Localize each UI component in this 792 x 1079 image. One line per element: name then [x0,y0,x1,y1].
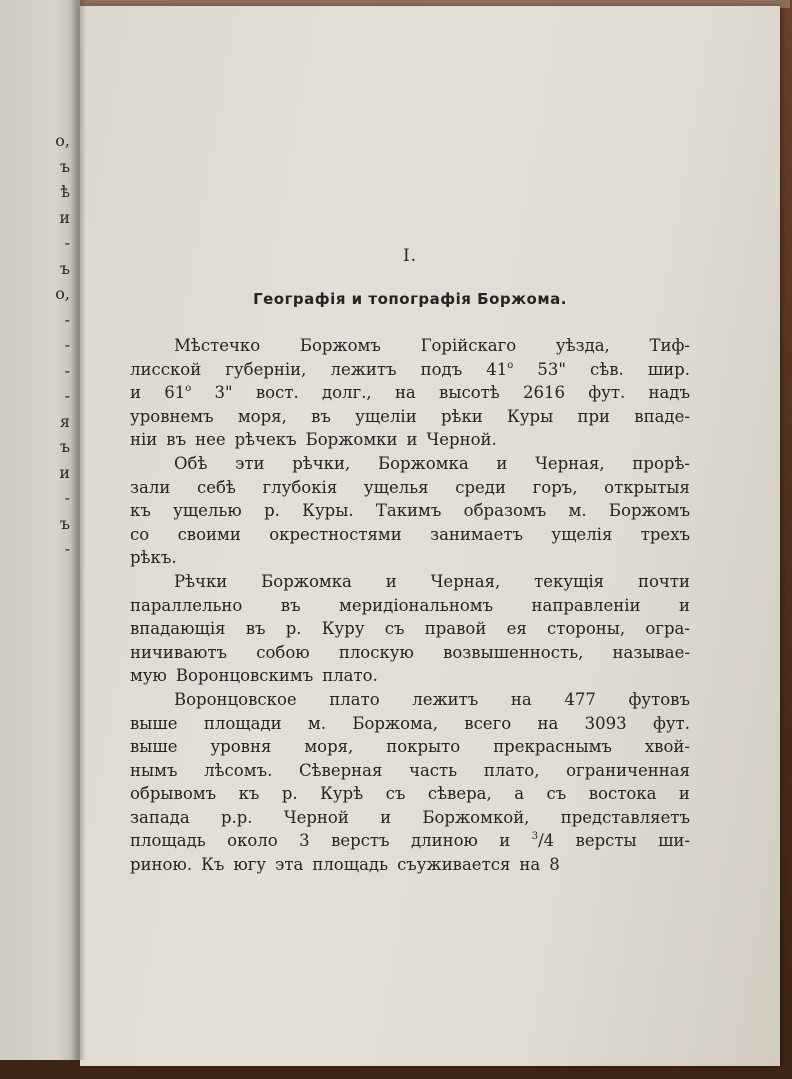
body-text [130,334,690,877]
edge-mark: - [64,309,70,329]
right-page [80,6,780,1066]
text-line: лисской губерніи, лежитъ подъ 41$^o$ 53" сѣв. шир. [130,359,690,379]
text-line: нымъ лѣсомъ. Сѣверная часть плато, ограниченная [130,760,690,780]
text-line: ничиваютъ собою плоскую возвышенность, называе- [130,642,690,662]
edge-mark: о, [55,284,70,303]
left-page-edge-text [40,128,70,562]
edge-mark: - [64,386,70,405]
text-line: площадь около 3 верстъ длиною и $^3$/4 версты ши- [130,831,690,851]
edge-mark: - [64,233,70,252]
edge-mark: - [64,539,70,558]
paragraph [130,688,690,877]
edge-mark: я [59,411,70,431]
edge-mark: - [64,488,70,507]
text-line: выше площади м. Боржома, всего на 3093 фут. [130,713,690,733]
edge-mark: ъ [59,156,70,176]
edge-mark: ъ [59,437,70,456]
text-line: Воронцовское плато лежитъ на 477 футовъ [174,689,690,709]
text-line: ніи въ нее рѣчекъ Боржомки и Черной. [130,430,497,450]
text-line: Обѣ эти рѣчки, Боржомка и Черная, прорѣ- [174,453,690,473]
text-line: рѣкъ. [130,548,177,568]
text-line: риною. Къ югу эта площадь съуживается на 8 [130,855,560,875]
edge-mark: ъ [59,258,70,278]
edge-mark: о, [55,131,70,150]
chapter-title: Географія и топографія Боржома. [253,290,567,308]
chapter-number: I. [402,246,418,266]
left-page [0,0,80,1060]
text-line: и 61$^o$ 3" вост. долг., на высотѣ 2616 фут. надъ [130,383,690,403]
edge-mark: и [59,462,70,482]
text-line: уровнемъ моря, въ ущеліи рѣки Куры при впаде- [130,406,690,426]
text-line: Мѣстечко Боржомъ Горійскаго уѣзда, Тиф- [174,336,690,355]
text-line: обрывомъ къ р. Курѣ съ сѣвера, а съ востока и [130,784,690,804]
text-line: къ ущелью р. Куры. Такимъ образомъ м. Боржомъ [130,501,690,521]
text-line: параллельно въ меридіональномъ направленіи и [130,595,690,615]
text-line: впадающія въ р. Куру съ правой ея стороны, огра- [130,619,690,639]
paragraph [130,334,690,452]
edge-mark: - [64,360,70,380]
text-line: мую Воронцовскимъ плато. [130,666,378,686]
edge-mark: ѣ [60,182,70,201]
edge-mark: - [64,335,70,354]
paragraph [130,570,690,688]
text-line: запада р.р. Черной и Боржомкой, представляетъ [130,807,690,827]
book-gutter [70,0,86,1060]
text-line: со своими окрестностями занимаетъ ущелія трехъ [130,524,690,544]
text-line: зали себѣ глубокія ущелья среди горъ, открытыя [130,477,690,497]
edge-mark: и [59,207,70,227]
text-line: Рѣчки Боржомка и Черная, текущія почти [174,571,690,591]
text-line: выше уровня моря, покрыто прекраснымъ хвой- [130,737,690,757]
paragraph [130,452,690,570]
edge-mark: ъ [59,513,70,533]
